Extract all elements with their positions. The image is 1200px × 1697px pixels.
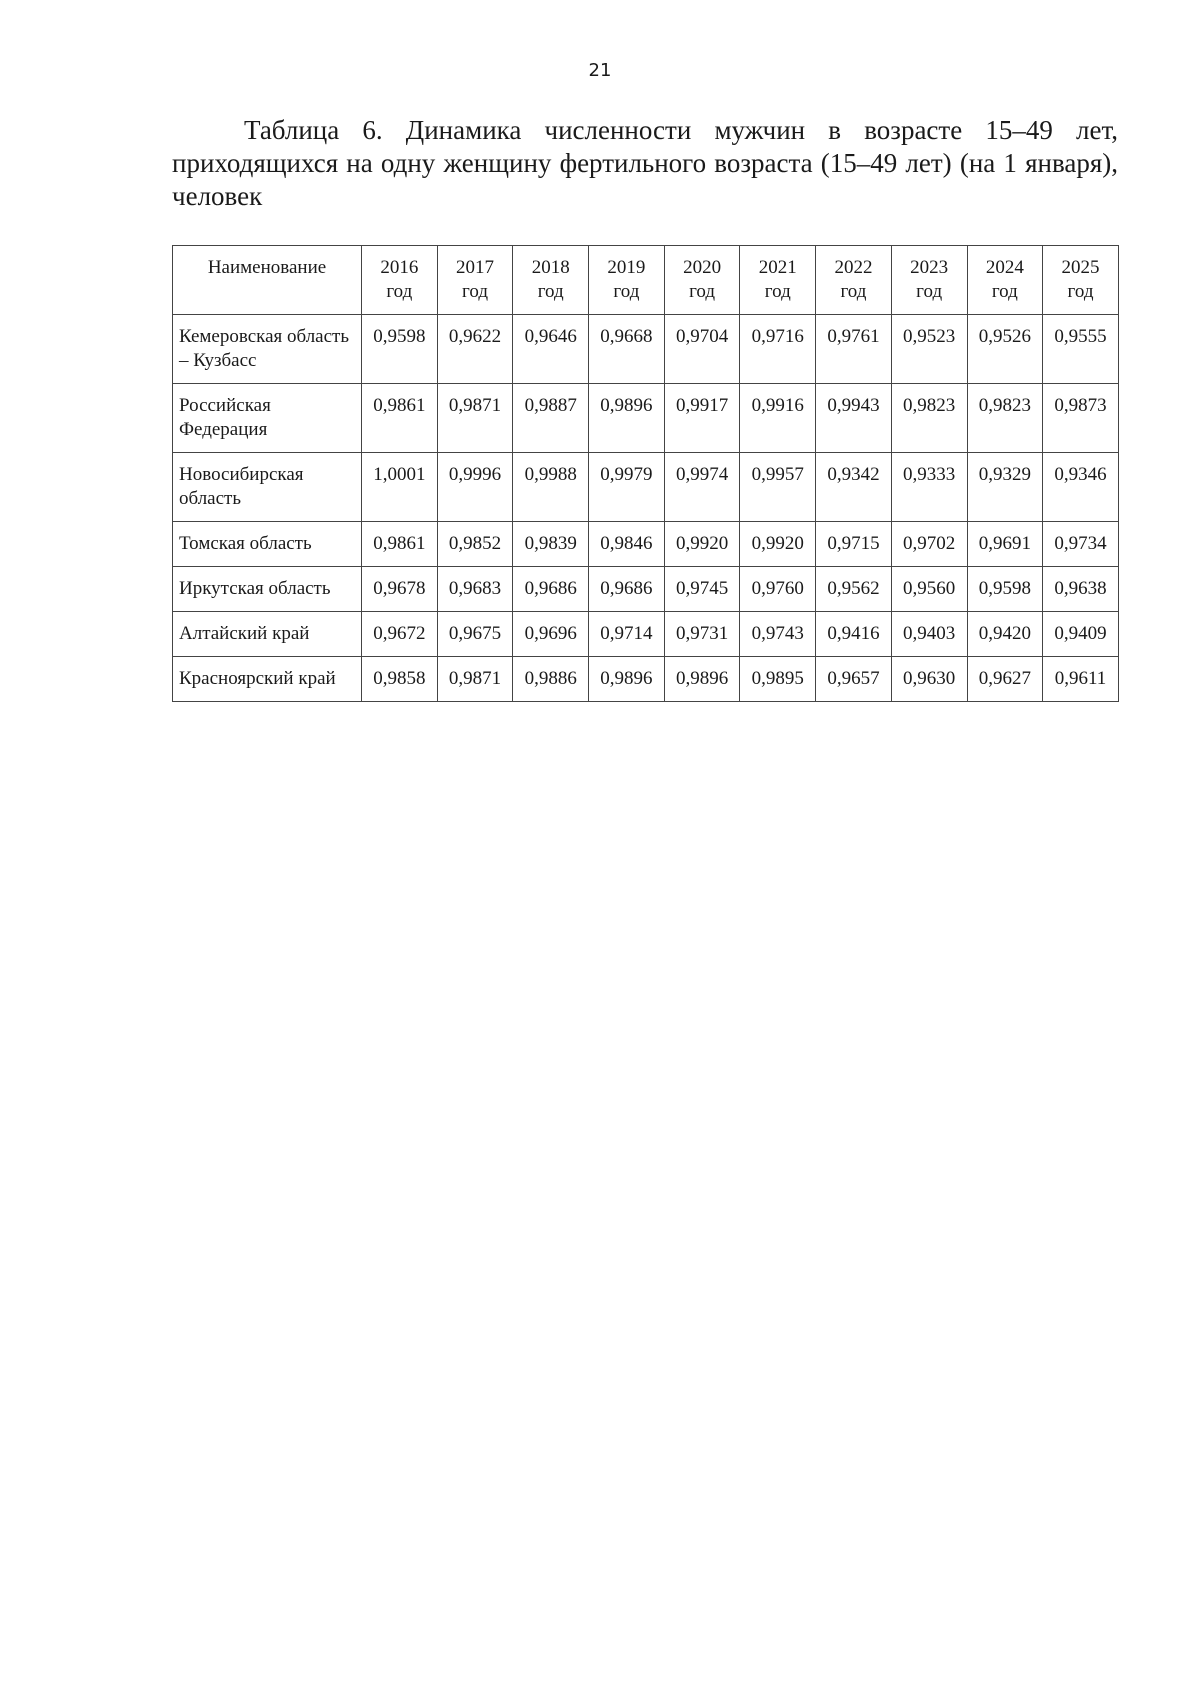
value-cell: 0,9988 xyxy=(513,453,589,522)
value-cell: 0,9920 xyxy=(740,522,816,567)
value-cell: 0,9714 xyxy=(589,612,665,657)
value-cell: 0,9871 xyxy=(437,657,513,702)
page-number: 21 xyxy=(588,60,612,81)
value-cell: 0,9675 xyxy=(437,612,513,657)
value-cell: 0,9638 xyxy=(1043,567,1119,612)
year-unit: год xyxy=(689,281,716,302)
value-cell: 0,9943 xyxy=(816,384,892,453)
name-column-header: Наименование xyxy=(173,246,362,315)
year-label: 2017 xyxy=(456,257,495,278)
value-cell: 0,9896 xyxy=(589,384,665,453)
value-cell: 0,9622 xyxy=(437,315,513,384)
value-cell: 0,9342 xyxy=(816,453,892,522)
year-unit: год xyxy=(537,281,564,302)
value-cell: 0,9743 xyxy=(740,612,816,657)
year-column-header xyxy=(740,246,816,315)
year-column-header xyxy=(589,246,665,315)
value-cell: 0,9611 xyxy=(1043,657,1119,702)
value-cell: 0,9715 xyxy=(816,522,892,567)
year-column-header xyxy=(816,246,892,315)
region-name-cell: Красноярский край xyxy=(173,657,362,702)
value-cell: 0,9873 xyxy=(1043,384,1119,453)
year-label: 2025 xyxy=(1061,257,1100,278)
year-unit: год xyxy=(991,281,1018,302)
value-cell: 0,9523 xyxy=(891,315,967,384)
table-row xyxy=(173,315,1119,384)
value-cell: 0,9403 xyxy=(891,612,967,657)
value-cell: 0,9416 xyxy=(816,612,892,657)
region-name-cell: Алтайский край xyxy=(173,612,362,657)
value-cell: 0,9920 xyxy=(664,522,740,567)
table-row xyxy=(173,522,1119,567)
value-cell: 0,9979 xyxy=(589,453,665,522)
value-cell: 0,9560 xyxy=(891,567,967,612)
value-cell: 0,9895 xyxy=(740,657,816,702)
value-cell: 0,9555 xyxy=(1043,315,1119,384)
year-unit: год xyxy=(462,281,488,302)
year-column-header xyxy=(664,246,740,315)
value-cell: 0,9329 xyxy=(967,453,1043,522)
year-label: 2022 xyxy=(834,257,873,278)
value-cell: 0,9957 xyxy=(740,453,816,522)
value-cell: 0,9887 xyxy=(513,384,589,453)
value-cell: 0,9696 xyxy=(513,612,589,657)
year-unit: год xyxy=(764,281,791,302)
value-cell: 0,9627 xyxy=(967,657,1043,702)
value-cell: 0,9409 xyxy=(1043,612,1119,657)
value-cell: 0,9760 xyxy=(740,567,816,612)
year-label: 2016 xyxy=(380,257,419,278)
table-body xyxy=(173,315,1119,702)
value-cell: 0,9691 xyxy=(967,522,1043,567)
value-cell: 0,9896 xyxy=(664,657,740,702)
value-cell: 0,9917 xyxy=(664,384,740,453)
table-row xyxy=(173,657,1119,702)
table-header xyxy=(173,246,1119,315)
table-row xyxy=(173,567,1119,612)
value-cell: 0,9886 xyxy=(513,657,589,702)
value-cell: 0,9420 xyxy=(967,612,1043,657)
value-cell: 0,9716 xyxy=(740,315,816,384)
value-cell: 0,9974 xyxy=(664,453,740,522)
value-cell: 0,9630 xyxy=(891,657,967,702)
value-cell: 0,9734 xyxy=(1043,522,1119,567)
region-name-cell: Новосибирская область xyxy=(173,453,362,522)
year-label: 2021 xyxy=(758,257,797,278)
value-cell: 0,9731 xyxy=(664,612,740,657)
region-name-cell: Кемеровская область – Кузбасс xyxy=(173,315,362,384)
value-cell: 0,9823 xyxy=(891,384,967,453)
year-column-header xyxy=(513,246,589,315)
table-row xyxy=(173,612,1119,657)
region-name-cell: Томская область xyxy=(173,522,362,567)
value-cell: 0,9346 xyxy=(1043,453,1119,522)
year-label: 2019 xyxy=(607,257,646,278)
year-unit: год xyxy=(386,281,413,302)
region-name-cell: Российская Федерация xyxy=(173,384,362,453)
year-label: 2023 xyxy=(910,257,949,278)
year-unit: год xyxy=(840,281,867,302)
year-column-header xyxy=(437,246,513,315)
value-cell: 0,9861 xyxy=(362,384,438,453)
year-label: 2020 xyxy=(683,257,722,278)
value-cell: 1,0001 xyxy=(362,453,438,522)
value-cell: 0,9704 xyxy=(664,315,740,384)
value-cell: 0,9702 xyxy=(891,522,967,567)
year-column-header xyxy=(1043,246,1119,315)
value-cell: 0,9598 xyxy=(362,315,438,384)
value-cell: 0,9823 xyxy=(967,384,1043,453)
value-cell: 0,9526 xyxy=(967,315,1043,384)
region-name-cell: Иркутская область xyxy=(173,567,362,612)
year-column-header xyxy=(362,246,438,315)
value-cell: 0,9896 xyxy=(589,657,665,702)
value-cell: 0,9668 xyxy=(589,315,665,384)
value-cell: 0,9996 xyxy=(437,453,513,522)
value-cell: 0,9598 xyxy=(967,567,1043,612)
table-caption-text: Таблица 6. Динамика численности мужчин в возрасте 15–49 лет, приходящихся на одну женщину фертильного возраста (15–49 лет) (на 1 января), человек xyxy=(172,115,1118,211)
value-cell: 0,9839 xyxy=(513,522,589,567)
table-caption xyxy=(172,114,1118,213)
year-column-header xyxy=(967,246,1043,315)
value-cell: 0,9761 xyxy=(816,315,892,384)
value-cell: 0,9861 xyxy=(362,522,438,567)
value-cell: 0,9657 xyxy=(816,657,892,702)
value-cell: 0,9871 xyxy=(437,384,513,453)
header-row xyxy=(173,246,1119,315)
table-row xyxy=(173,384,1119,453)
year-unit: год xyxy=(916,281,943,302)
value-cell: 0,9686 xyxy=(513,567,589,612)
value-cell: 0,9683 xyxy=(437,567,513,612)
value-cell: 0,9678 xyxy=(362,567,438,612)
year-label: 2018 xyxy=(531,257,570,278)
value-cell: 0,9672 xyxy=(362,612,438,657)
year-label: 2024 xyxy=(985,257,1024,278)
table-row xyxy=(173,453,1119,522)
value-cell: 0,9745 xyxy=(664,567,740,612)
value-cell: 0,9562 xyxy=(816,567,892,612)
value-cell: 0,9916 xyxy=(740,384,816,453)
value-cell: 0,9852 xyxy=(437,522,513,567)
data-table xyxy=(172,245,1119,702)
value-cell: 0,9858 xyxy=(362,657,438,702)
value-cell: 0,9686 xyxy=(589,567,665,612)
year-unit: год xyxy=(613,281,640,302)
year-unit: год xyxy=(1067,281,1094,302)
year-column-header xyxy=(891,246,967,315)
value-cell: 0,9646 xyxy=(513,315,589,384)
value-cell: 0,9846 xyxy=(589,522,665,567)
value-cell: 0,9333 xyxy=(891,453,967,522)
